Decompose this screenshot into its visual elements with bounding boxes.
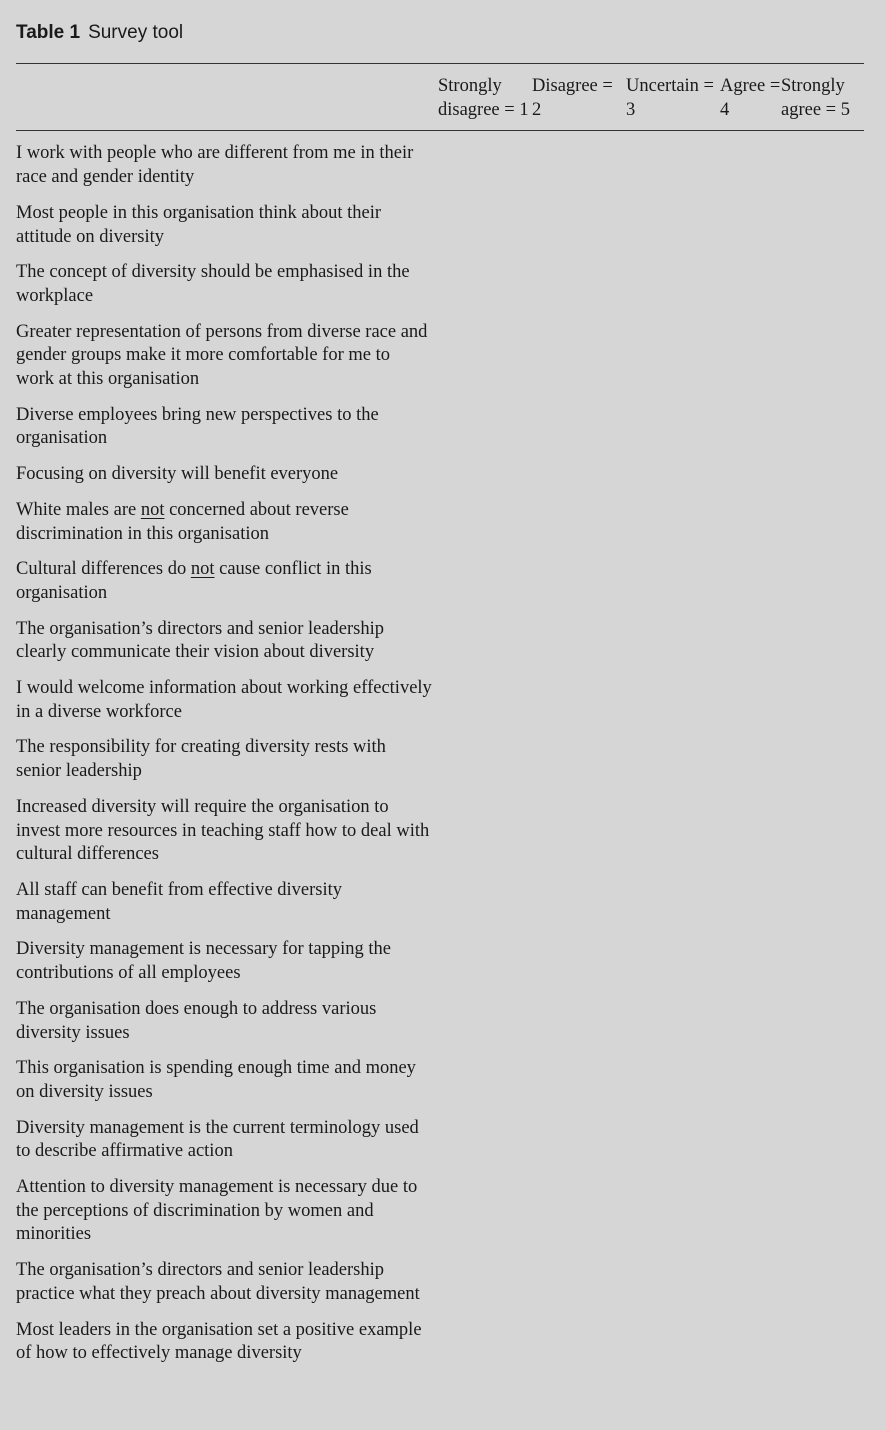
statement-cell bbox=[16, 938, 438, 997]
header-row bbox=[16, 64, 864, 131]
table-row bbox=[16, 1319, 864, 1378]
table-body bbox=[16, 131, 864, 1378]
table-row bbox=[16, 1117, 864, 1176]
table-row bbox=[16, 499, 864, 558]
response-cell-strongly-agree bbox=[781, 463, 864, 499]
statement-text: The organisation does enough to address various diversity issues bbox=[16, 998, 377, 1043]
table-label: Table 1 bbox=[16, 22, 81, 43]
statement-text: The concept of diversity should be emphasised in the workplace bbox=[16, 262, 410, 306]
table-row bbox=[16, 131, 864, 202]
response-cell-strongly-agree bbox=[781, 131, 864, 202]
response-cell-uncertain bbox=[626, 1259, 720, 1318]
response-cell-strongly-disagree bbox=[438, 499, 532, 558]
response-cell-uncertain bbox=[626, 618, 720, 677]
table-title: Survey tool bbox=[88, 22, 184, 43]
table-row bbox=[16, 879, 864, 938]
statement-text: This organisation is spending enough time and money on diversity issues bbox=[16, 1058, 416, 1102]
table-row bbox=[16, 796, 864, 879]
response-cell-strongly-agree bbox=[781, 618, 864, 677]
response-cell-agree bbox=[720, 261, 781, 320]
response-cell-uncertain bbox=[626, 1057, 720, 1116]
response-cell-agree bbox=[720, 404, 781, 463]
statement-cell bbox=[16, 1057, 438, 1116]
response-cell-strongly-disagree bbox=[438, 736, 532, 795]
statement-cell bbox=[16, 1319, 438, 1378]
response-cell-disagree bbox=[532, 261, 626, 320]
statement-text: concerned about reverse discrimination in this organisation bbox=[16, 499, 349, 544]
statement-text: Diversity management is necessary for tapping the contributions of all employees bbox=[16, 939, 392, 984]
response-cell-disagree bbox=[532, 1117, 626, 1176]
table-row bbox=[16, 463, 864, 499]
response-cell-agree bbox=[720, 618, 781, 677]
statement-text: Attention to diversity management is necessary due to the perceptions of discrimination by women and minorities bbox=[16, 1177, 418, 1245]
response-cell-disagree bbox=[532, 463, 626, 499]
statement-cell bbox=[16, 558, 438, 617]
statement-text: Increased diversity will require the organisation to invest more resources in teaching staff how to deal with cultural differences bbox=[16, 796, 430, 865]
statement-cell bbox=[16, 998, 438, 1057]
response-cell-disagree bbox=[532, 1176, 626, 1259]
response-cell-disagree bbox=[532, 1319, 626, 1378]
table-row bbox=[16, 558, 864, 617]
table-row bbox=[16, 736, 864, 795]
response-cell-agree bbox=[720, 998, 781, 1057]
response-cell-disagree bbox=[532, 1259, 626, 1318]
statement-cell bbox=[16, 321, 438, 404]
response-cell-strongly-agree bbox=[781, 736, 864, 795]
response-cell-disagree bbox=[532, 736, 626, 795]
statement-text: Diversity management is the current terminology used to describe affirmative action bbox=[16, 1117, 419, 1162]
response-cell-strongly-agree bbox=[781, 321, 864, 404]
response-cell-uncertain bbox=[626, 998, 720, 1057]
statement-text: Focusing on diversity will benefit everyone bbox=[16, 464, 339, 485]
response-cell-strongly-agree bbox=[781, 1319, 864, 1378]
response-cell-strongly-disagree bbox=[438, 404, 532, 463]
statement-cell bbox=[16, 202, 438, 261]
response-cell-agree bbox=[720, 463, 781, 499]
statement-text: All staff can benefit from effective diversity management bbox=[16, 879, 343, 924]
response-cell-strongly-disagree bbox=[438, 321, 532, 404]
response-cell-strongly-disagree bbox=[438, 463, 532, 499]
response-cell-agree bbox=[720, 558, 781, 617]
statement-text: The responsibility for creating diversity rests with senior leadership bbox=[16, 737, 386, 782]
statement-emphasis: not bbox=[190, 559, 215, 580]
statement-text: Diverse employees bring new perspectives to the organisation bbox=[16, 404, 379, 449]
response-cell-strongly-agree bbox=[781, 938, 864, 997]
response-cell-strongly-disagree bbox=[438, 1117, 532, 1176]
table-row bbox=[16, 202, 864, 261]
statement-text: The organisation’s directors and senior leadership clearly communicate their vision about diversity bbox=[16, 618, 385, 663]
statement-cell bbox=[16, 1176, 438, 1259]
response-cell-agree bbox=[720, 202, 781, 261]
statement-text: Greater representation of persons from diverse race and gender groups make it more comfortable for me to work at this organisation bbox=[16, 321, 428, 390]
response-cell-strongly-agree bbox=[781, 1259, 864, 1318]
response-cell-disagree bbox=[532, 938, 626, 997]
response-cell-disagree bbox=[532, 558, 626, 617]
response-cell-disagree bbox=[532, 1057, 626, 1116]
response-cell-uncertain bbox=[626, 499, 720, 558]
response-cell-strongly-agree bbox=[781, 202, 864, 261]
table-row bbox=[16, 404, 864, 463]
header-disagree: Disagree = 2 bbox=[532, 64, 626, 131]
table-row bbox=[16, 677, 864, 736]
response-cell-strongly-agree bbox=[781, 998, 864, 1057]
response-cell-strongly-disagree bbox=[438, 1057, 532, 1116]
statement-text: I would welcome information about working effectively in a diverse workforce bbox=[16, 678, 432, 722]
response-cell-strongly-agree bbox=[781, 1176, 864, 1259]
response-cell-strongly-disagree bbox=[438, 202, 532, 261]
response-cell-strongly-agree bbox=[781, 1117, 864, 1176]
response-cell-uncertain bbox=[626, 1319, 720, 1378]
response-cell-agree bbox=[720, 796, 781, 879]
statement-cell bbox=[16, 1117, 438, 1176]
table-caption bbox=[16, 16, 864, 50]
response-cell-uncertain bbox=[626, 404, 720, 463]
response-cell-strongly-disagree bbox=[438, 796, 532, 879]
statement-cell bbox=[16, 879, 438, 938]
table-row bbox=[16, 1057, 864, 1116]
document-page bbox=[16, 16, 864, 1364]
table-row bbox=[16, 938, 864, 997]
statement-cell bbox=[16, 499, 438, 558]
response-cell-disagree bbox=[532, 796, 626, 879]
response-cell-uncertain bbox=[626, 1117, 720, 1176]
response-cell-uncertain bbox=[626, 677, 720, 736]
table-row bbox=[16, 1176, 864, 1259]
response-cell-disagree bbox=[532, 998, 626, 1057]
response-cell-uncertain bbox=[626, 938, 720, 997]
table-row bbox=[16, 321, 864, 404]
response-cell-agree bbox=[720, 131, 781, 202]
response-cell-agree bbox=[720, 1117, 781, 1176]
response-cell-strongly-agree bbox=[781, 261, 864, 320]
response-cell-strongly-disagree bbox=[438, 558, 532, 617]
statement-text: White males are bbox=[16, 499, 141, 520]
response-cell-strongly-disagree bbox=[438, 261, 532, 320]
response-cell-disagree bbox=[532, 202, 626, 261]
response-cell-strongly-agree bbox=[781, 499, 864, 558]
response-cell-uncertain bbox=[626, 261, 720, 320]
table-row bbox=[16, 618, 864, 677]
response-cell-agree bbox=[720, 938, 781, 997]
response-cell-uncertain bbox=[626, 796, 720, 879]
header-statement-column bbox=[16, 64, 438, 131]
response-cell-strongly-agree bbox=[781, 1057, 864, 1116]
statement-cell bbox=[16, 618, 438, 677]
response-cell-agree bbox=[720, 1259, 781, 1318]
statement-cell bbox=[16, 131, 438, 202]
response-cell-agree bbox=[720, 879, 781, 938]
statement-cell bbox=[16, 463, 438, 499]
response-cell-agree bbox=[720, 321, 781, 404]
response-cell-agree bbox=[720, 736, 781, 795]
response-cell-strongly-disagree bbox=[438, 998, 532, 1057]
statement-text: The organisation’s directors and senior leadership practice what they preach about diversity management bbox=[16, 1260, 420, 1304]
header-strongly-disagree: Strongly disagree = 1 bbox=[438, 64, 532, 131]
response-cell-strongly-disagree bbox=[438, 677, 532, 736]
response-cell-agree bbox=[720, 499, 781, 558]
statement-cell bbox=[16, 261, 438, 320]
response-cell-strongly-agree bbox=[781, 404, 864, 463]
response-cell-strongly-disagree bbox=[438, 618, 532, 677]
header-uncertain: Uncertain = 3 bbox=[626, 64, 720, 131]
response-cell-strongly-disagree bbox=[438, 131, 532, 202]
response-cell-uncertain bbox=[626, 1176, 720, 1259]
table-row bbox=[16, 261, 864, 320]
response-cell-agree bbox=[720, 1319, 781, 1378]
response-cell-strongly-agree bbox=[781, 796, 864, 879]
response-cell-uncertain bbox=[626, 736, 720, 795]
response-cell-agree bbox=[720, 1057, 781, 1116]
response-cell-disagree bbox=[532, 321, 626, 404]
response-cell-uncertain bbox=[626, 558, 720, 617]
response-cell-uncertain bbox=[626, 202, 720, 261]
survey-table bbox=[16, 63, 864, 1378]
statement-text: Most people in this organisation think about their attitude on diversity bbox=[16, 202, 381, 247]
header-strongly-agree: Strongly agree = 5 bbox=[781, 64, 864, 131]
statement-emphasis: not bbox=[140, 499, 165, 520]
table-header bbox=[16, 64, 864, 131]
response-cell-strongly-disagree bbox=[438, 879, 532, 938]
response-cell-agree bbox=[720, 677, 781, 736]
statement-cell bbox=[16, 796, 438, 879]
statement-text: I work with people who are different from me in their race and gender identity bbox=[16, 143, 414, 188]
table-row bbox=[16, 1259, 864, 1318]
response-cell-disagree bbox=[532, 131, 626, 202]
response-cell-uncertain bbox=[626, 321, 720, 404]
response-cell-uncertain bbox=[626, 879, 720, 938]
response-cell-uncertain bbox=[626, 463, 720, 499]
statement-cell bbox=[16, 1259, 438, 1318]
response-cell-strongly-disagree bbox=[438, 938, 532, 997]
table-row bbox=[16, 998, 864, 1057]
response-cell-disagree bbox=[532, 499, 626, 558]
response-cell-disagree bbox=[532, 618, 626, 677]
response-cell-disagree bbox=[532, 879, 626, 938]
response-cell-disagree bbox=[532, 677, 626, 736]
response-cell-agree bbox=[720, 1176, 781, 1259]
response-cell-strongly-agree bbox=[781, 879, 864, 938]
statement-text: Most leaders in the organisation set a positive example of how to effectively manage diversity bbox=[16, 1319, 422, 1364]
statement-cell bbox=[16, 736, 438, 795]
response-cell-strongly-agree bbox=[781, 558, 864, 617]
response-cell-strongly-disagree bbox=[438, 1319, 532, 1378]
response-cell-strongly-disagree bbox=[438, 1259, 532, 1318]
response-cell-disagree bbox=[532, 404, 626, 463]
statement-cell bbox=[16, 677, 438, 736]
response-cell-strongly-agree bbox=[781, 677, 864, 736]
response-cell-uncertain bbox=[626, 131, 720, 202]
header-agree: Agree = 4 bbox=[720, 64, 781, 131]
statement-cell bbox=[16, 404, 438, 463]
response-cell-strongly-disagree bbox=[438, 1176, 532, 1259]
statement-text: cause conflict in this organisation bbox=[16, 559, 372, 603]
statement-text: Cultural differences do bbox=[16, 559, 191, 580]
